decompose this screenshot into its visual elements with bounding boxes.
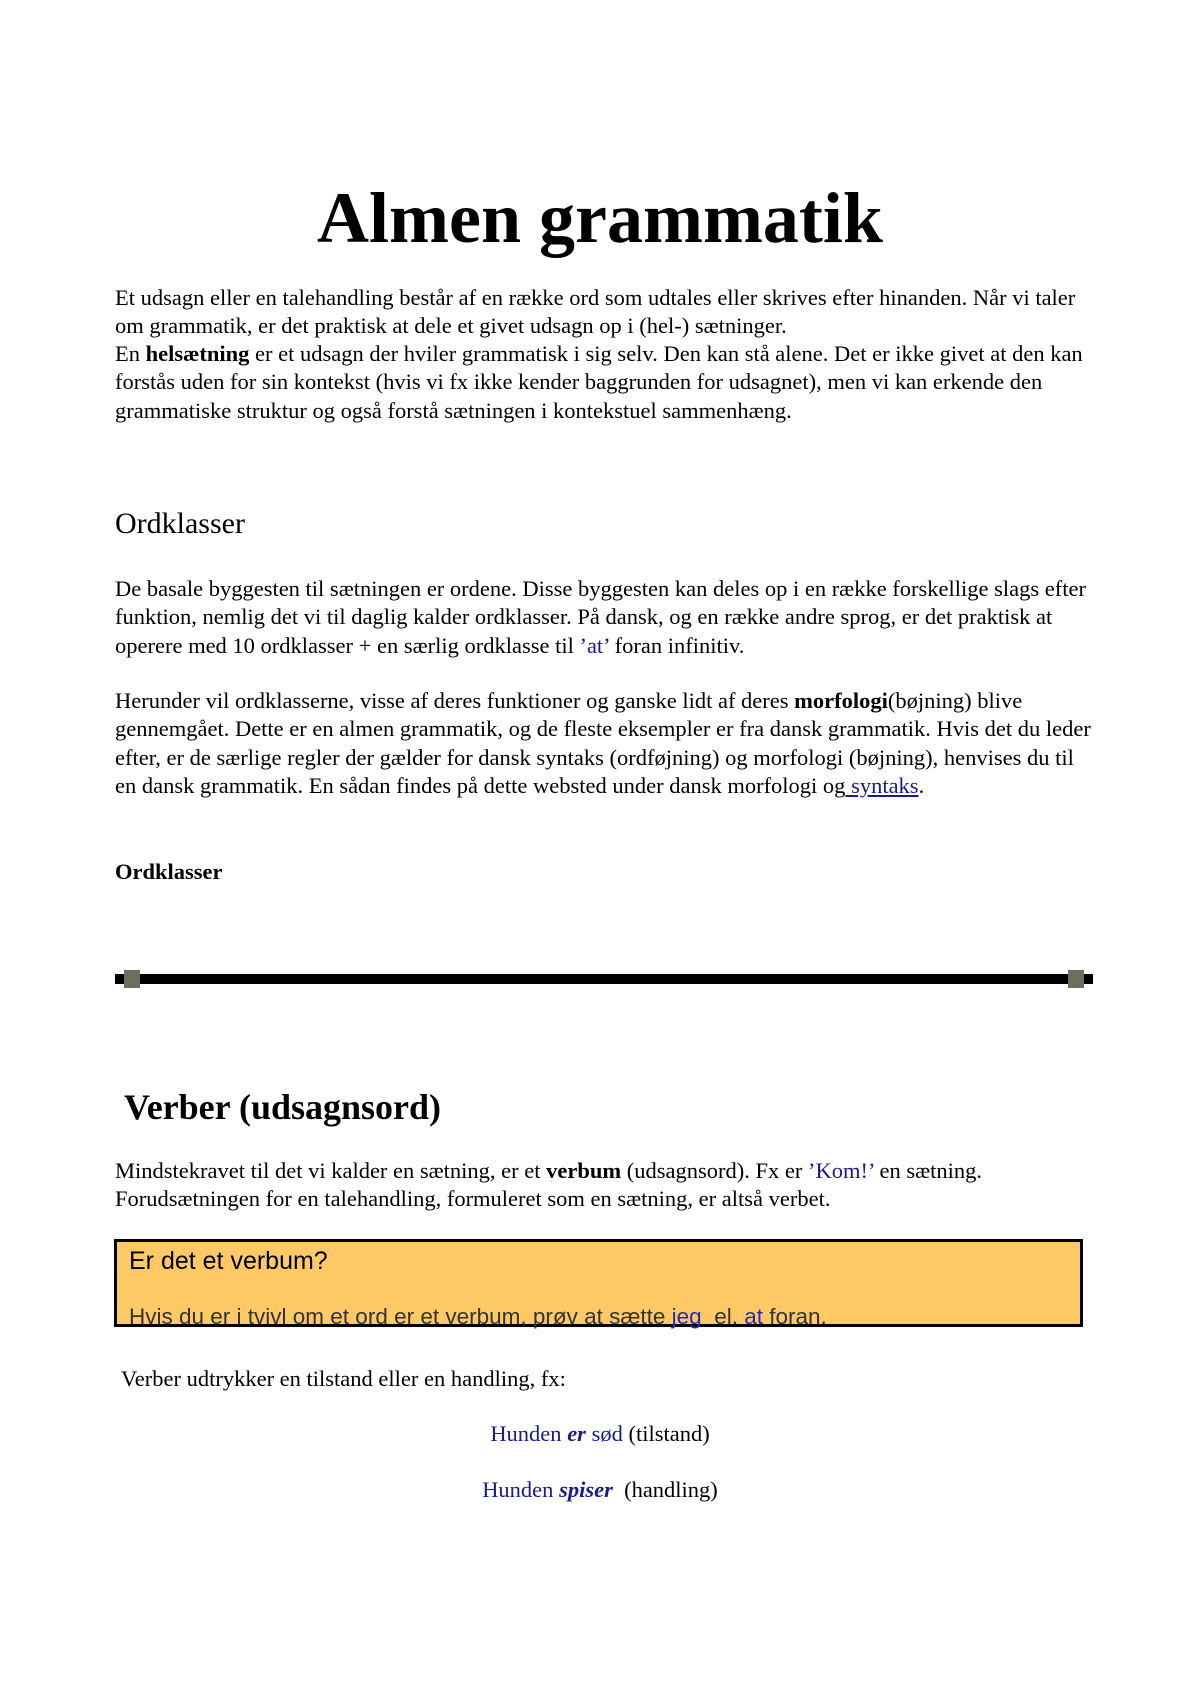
example-2-label: (handling) bbox=[612, 1477, 718, 1502]
tip-box-text bbox=[129, 1304, 827, 1330]
ordklasser-text-2c: . bbox=[918, 772, 925, 798]
verber-heading: Verber (udsagnsord) bbox=[124, 1087, 442, 1127]
example-2-verb: spiser bbox=[559, 1477, 613, 1502]
tip-box-title: Er det et verbum? bbox=[129, 1247, 328, 1275]
ordklasser-text-1a: De basale byggesten til sætningen er ordene. Disse byggesten kan deles op i en række forskellige slags efter funktion, nemlig det vi til daglig kalder ordklasser. På dansk, og en række andre sprog, er det praktisk at operere med 10 ordklasser + en særlig ordklasse til bbox=[115, 576, 1086, 658]
verber-paragraph-2: Verber udtrykker en tilstand eller en handling, fx: bbox=[121, 1366, 566, 1391]
ordklasser-text-2a: Herunder vil ordklasserne, visse af deres funktioner og ganske lidt af deres bbox=[115, 688, 795, 713]
ordklasser-paragraph-1 bbox=[115, 575, 1095, 660]
at-example: ’at’ bbox=[579, 632, 610, 658]
tip-text-a: Hvis du er i tvivl om et ord er et verbum, prøv at sætte bbox=[129, 1304, 672, 1329]
example-1-label: (tilstand) bbox=[622, 1421, 710, 1446]
example-1-verb: er bbox=[567, 1421, 586, 1446]
jeg-example: jeg bbox=[671, 1304, 702, 1329]
kom-example: ’Kom!’ bbox=[808, 1158, 874, 1183]
tip-text-c: foran. bbox=[763, 1304, 827, 1329]
verber-text-1c: en sætning. Forudsætningen for en talehandling, formuleret som en sætning, er altså verbet. bbox=[115, 1158, 982, 1212]
intro-paragraph-1 bbox=[115, 284, 1095, 341]
tip-text-b: el. bbox=[701, 1304, 745, 1329]
example-2-subject: Hunden bbox=[482, 1477, 560, 1502]
ordklasser-paragraph-2 bbox=[115, 687, 1095, 800]
intro-text-2b: er et udsagn der hviler grammatisk i sig selv. Den kan stå alene. Det er ikke givet at den kan forstås uden for sin kontekst (hvis vi fx ikke kender baggrunden for udsagnet), men vi kan erkende den grammatiske struktur og også forstå sætningen i kontekstuel sammenhæng. bbox=[115, 341, 1083, 423]
verber-text-1a: Mindstekravet til det vi kalder en sætning, er et bbox=[115, 1158, 547, 1183]
verbum-term: verbum bbox=[546, 1158, 622, 1183]
morfologi-term: morfologi bbox=[794, 688, 888, 713]
horizontal-divider bbox=[115, 974, 1093, 984]
page-title: Almen grammatik bbox=[317, 178, 883, 258]
ordklasser-text-1b: foran infinitiv. bbox=[609, 632, 745, 658]
syntaks-link[interactable]: syntaks bbox=[845, 772, 919, 798]
divider-end-left bbox=[124, 970, 140, 988]
at-word: at bbox=[744, 1304, 763, 1329]
ordklasser-heading: Ordklasser bbox=[115, 507, 245, 540]
example-tilstand bbox=[0, 1421, 1200, 1447]
divider-end-right bbox=[1068, 970, 1084, 988]
intro-paragraph-2 bbox=[115, 340, 1095, 425]
example-1-adjective: sød bbox=[585, 1421, 623, 1446]
ordklasser-subheading: Ordklasser bbox=[115, 859, 223, 884]
verber-paragraph-1 bbox=[115, 1157, 1095, 1214]
intro-text-1: Et udsagn eller en talehandling består af en række ord som udtales eller skrives efter hinanden. Når vi taler om grammatik, er det praktisk at dele et givet udsagn op i (hel-) sætninger. bbox=[115, 285, 1076, 339]
example-1-subject: Hunden bbox=[490, 1421, 568, 1446]
intro-text-2a: En bbox=[115, 341, 146, 366]
tip-box bbox=[114, 1239, 1083, 1327]
ordklasser-text-2b: (bøjning) blive gennemgået. Dette er en almen grammatik, og de fleste eksempler er fra dansk grammatik. Hvis det du leder efter, er de særlige regler der gælder for dansk syntaks (ordføjning) og morfologi (bøjning), henvises du til en dansk grammatik. En sådan findes på dette websted under dansk morfologi og bbox=[115, 688, 1091, 798]
example-handling bbox=[0, 1477, 1200, 1503]
helsaetning-term: helsætning bbox=[145, 341, 250, 366]
verber-text-1b: (udsagnsord). Fx er bbox=[621, 1158, 809, 1183]
